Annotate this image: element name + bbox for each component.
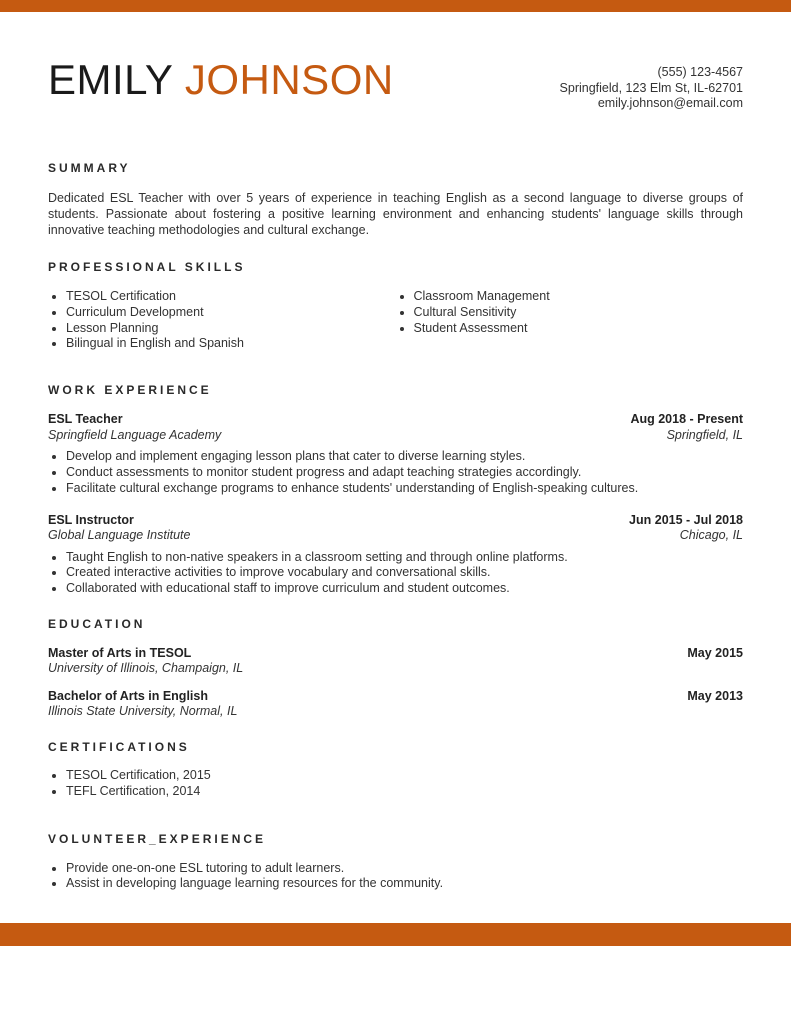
- summary-text: Dedicated ESL Teacher with over 5 years of experience in teaching English as a second language to diverse groups of students. Passionate about fostering a positive learning environment and enhancing students' language skills through innovative teaching methodologies and cultural exchange.: [48, 191, 743, 237]
- job-dates: Jun 2015 - Jul 2018: [629, 512, 743, 527]
- job-entry: [48, 513, 743, 597]
- certifications-section: [48, 739, 743, 800]
- work-section: [48, 382, 743, 597]
- job-bullet: • Facilitate cultural exchange programs to enhance students' understanding of English-speaking cultures.: [66, 481, 743, 497]
- skills-title: PROFESSIONAL SKILLS: [48, 260, 246, 274]
- address: Springfield, 123 Elm St, IL-62701: [559, 80, 743, 95]
- job-bullet: • Created interactive activities to improve vocabulary and conversational skills.: [66, 565, 743, 581]
- job-location: Springfield, IL: [666, 427, 743, 442]
- job-company: Springfield Language Academy: [48, 427, 222, 442]
- email: emily.johnson@email.com: [597, 96, 743, 110]
- job-bullet: • Develop and implement engaging lesson plans that cater to diverse learning styles.: [66, 449, 743, 465]
- job-bullet: • Collaborated with educational staff to improve curriculum and student outcomes.: [66, 581, 743, 597]
- job-title: ESL Instructor: [48, 512, 134, 527]
- skills-column-left: [48, 289, 396, 352]
- resume-body: [48, 160, 743, 892]
- education-date: May 2015: [687, 645, 743, 660]
- education-title: EDUCATION: [48, 616, 146, 631]
- education-date: May 2013: [687, 688, 743, 703]
- skill-item: • Cultural Sensitivity: [414, 305, 744, 321]
- job-location: Chicago, IL: [679, 528, 743, 543]
- contact-info: [560, 65, 743, 112]
- skills-list: [48, 289, 743, 352]
- skill-item: • Classroom Management: [414, 289, 744, 305]
- volunteer-section: [48, 831, 743, 893]
- skill-item: • Student Assessment: [414, 321, 744, 337]
- skill-item: • Curriculum Development: [66, 305, 396, 321]
- skill-item: • Bilingual in English and Spanish: [66, 336, 396, 352]
- job-bullet: • Taught English to non-native speakers in a classroom setting and through online platforms.: [66, 550, 743, 566]
- education-school: Illinois State University, Normal, IL: [48, 704, 238, 719]
- last-name: JOHNSON: [184, 56, 394, 103]
- education-section: [48, 616, 743, 720]
- volunteer-title: VOLUNTEER_EXPERIENCE: [48, 831, 267, 846]
- candidate-name: [48, 56, 394, 104]
- education-entry: [48, 689, 743, 720]
- job-entry: [48, 412, 743, 496]
- skill-item: • TESOL Certification: [66, 289, 396, 305]
- volunteer-item: • Provide one-on-one ESL tutoring to adult learners.: [66, 861, 743, 877]
- skill-item: • Lesson Planning: [66, 321, 396, 337]
- job-title: ESL Teacher: [48, 412, 123, 427]
- education-entry: [48, 646, 743, 677]
- certification-item: • TESOL Certification, 2015: [66, 768, 743, 784]
- job-dates: Aug 2018 - Present: [630, 412, 743, 427]
- job-company: Global Language Institute: [48, 528, 191, 543]
- summary-section: [48, 160, 743, 238]
- skills-section: [48, 259, 743, 352]
- first-name: EMILY: [48, 56, 173, 103]
- certifications-title: CERTIFICATIONS: [48, 739, 190, 754]
- phone: (555) 123-4567: [657, 65, 743, 79]
- education-school: University of Illinois, Champaign, IL: [48, 661, 244, 676]
- bottom-accent-bar: [0, 923, 791, 946]
- summary-title: SUMMARY: [48, 161, 131, 175]
- volunteer-item: • Assist in developing language learning resources for the community.: [66, 876, 743, 892]
- work-title: WORK EXPERIENCE: [48, 383, 212, 398]
- certification-item: • TEFL Certification, 2014: [66, 784, 743, 800]
- job-bullet: • Conduct assessments to monitor student progress and adapt teaching strategies accordingly.: [66, 465, 743, 481]
- education-degree: Master of Arts in TESOL: [48, 645, 192, 660]
- skills-column-right: [396, 289, 744, 352]
- education-degree: Bachelor of Arts in English: [48, 688, 208, 703]
- top-accent-bar: [0, 0, 791, 12]
